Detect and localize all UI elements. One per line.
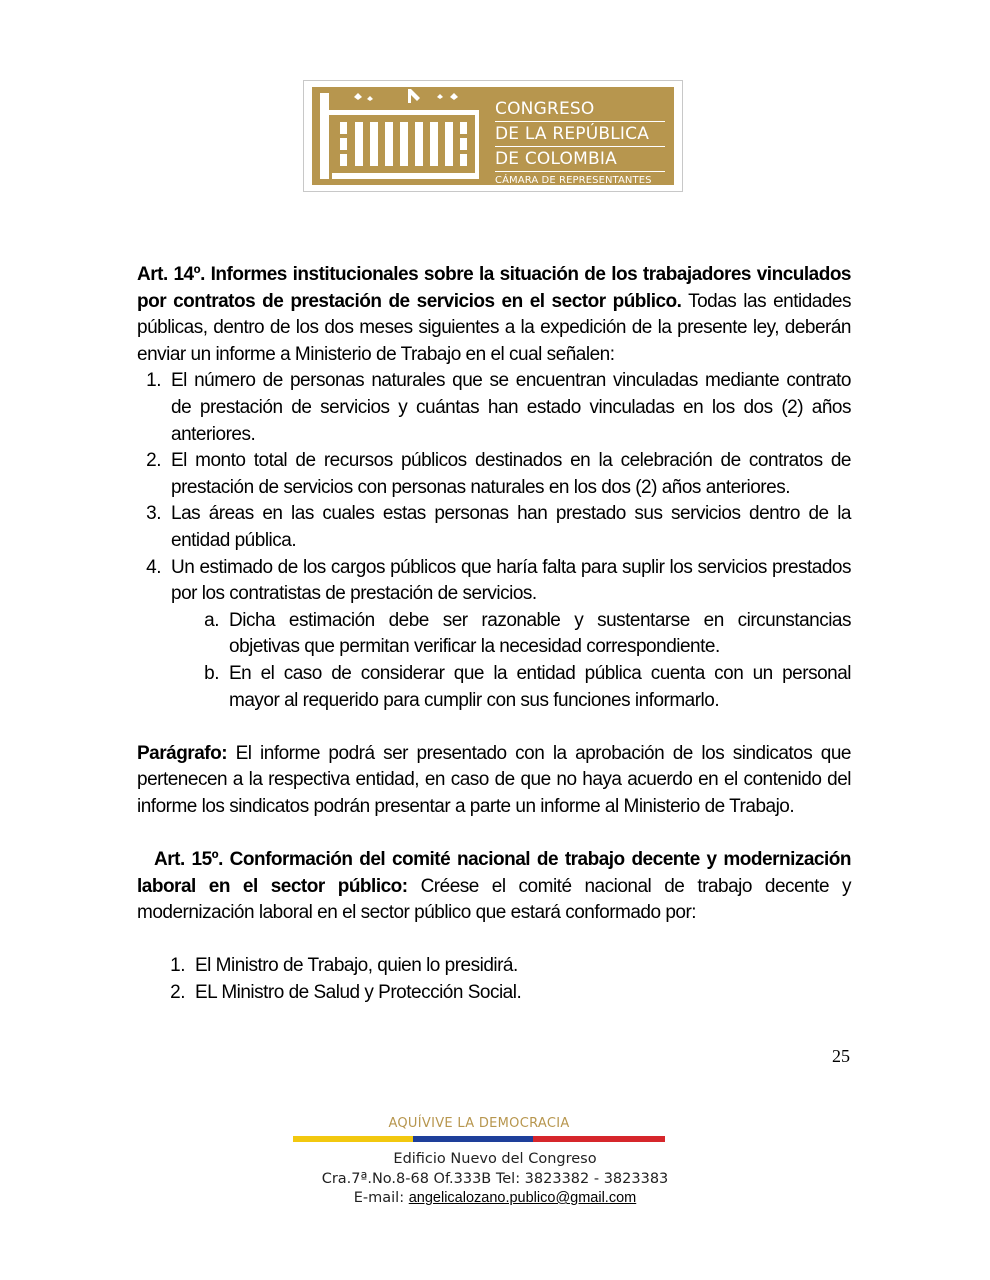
- footer-address: Cra.7ª.No.8-68 Of.333B Tel: 3823382 - 3823383: [321, 1170, 669, 1187]
- list-item-text: Un estimado de los cargos públicos que haría falta para suplir los servicios prestados por los contratistas de prestación de servicios.: [171, 556, 851, 605]
- art15-list: [137, 953, 851, 1006]
- list-item-text: El número de personas naturales que se encuentran vinculadas mediante contrato de prestación de servicios y cuántas han estado vinculadas en los dos (2) años anteriores.: [171, 370, 851, 445]
- sublist-item-text: En el caso de considerar que la entidad pública cuenta con un personal mayor al requerido para cumplir con sus funciones informarlo.: [229, 662, 851, 711]
- paragrafo-label: Parágrafo:: [137, 742, 228, 764]
- list-item: [137, 368, 851, 448]
- art15-paragraph: [137, 847, 851, 927]
- list-item: [137, 980, 851, 1007]
- footer-building: Edificio Nuevo del Congreso: [393, 1151, 597, 1167]
- capitol-building-icon: [312, 87, 487, 185]
- list-item-number: 1.: [170, 955, 185, 977]
- list-item-number: 2.: [146, 450, 161, 472]
- list-item-text: EL Ministro de Salud y Protección Social.: [195, 982, 522, 1004]
- flag-red: [533, 1136, 665, 1142]
- list-item: [137, 555, 851, 715]
- art14-title: Art. 14º. Informes institucionales sobre la situación de los trabajadores vinculados por contratos de prestación de servicios en el sector público.: [137, 264, 851, 312]
- sublist-item-letter: a.: [204, 609, 219, 631]
- list-item: [137, 953, 851, 980]
- logo-text: [495, 97, 665, 190]
- paragrafo-paragraph: [137, 741, 851, 821]
- list-item-text: Las áreas en las cuales estas personas han prestado sus servicios dentro de la entidad pública.: [171, 503, 851, 551]
- art15-title: Art. 15º. Conformación del comité nacional de trabajo decente y modernización laboral en el sector público:: [137, 849, 851, 897]
- logo-line-2: DE LA REPÚBLICA: [495, 122, 665, 147]
- flag-blue: [413, 1136, 543, 1142]
- list-item-text: El Ministro de Trabajo, quien lo presidirá.: [195, 955, 518, 977]
- document-body: [137, 262, 851, 1007]
- logo-line-1: CONGRESO: [495, 97, 665, 122]
- footer-email-label: E-mail:: [353, 1190, 409, 1206]
- page-number: 25: [832, 1046, 850, 1066]
- sublist-item-text: Dicha estimación debe ser razonable y sustentarse en circunstancias objetivas que permitan verificar la necesidad correspondiente.: [229, 609, 851, 658]
- footer-email-line: [280, 1189, 710, 1209]
- sublist-item: [137, 608, 851, 661]
- paragrafo-text: El informe podrá ser presentado con la aprobación de los sindicatos que pertenecen a la respectiva entidad, en caso de que no haya acuerdo en el contenido del informe los sindicatos podrán presentar a parte un informe al Ministerio de Trabajo.: [137, 742, 851, 817]
- list-item-number: 4.: [146, 556, 161, 578]
- art14-list: [137, 368, 851, 714]
- footer-slogan: AQUÍVIVE LA DEMOCRACIA: [388, 1116, 570, 1131]
- list-item-number: 3.: [146, 503, 161, 525]
- art14-sublist: [137, 608, 851, 714]
- list-item-number: 1.: [146, 370, 161, 392]
- sublist-item-letter: b.: [204, 662, 219, 684]
- list-item-number: 2.: [170, 982, 185, 1004]
- list-item: [137, 501, 851, 554]
- logo-subtitle: CÁMARA DE REPRESENTANTES: [495, 175, 652, 186]
- list-item-text: El monto total de recursos públicos destinados en la celebración de contratos de prestación de servicios con personas naturales en los dos (2) años anteriores.: [171, 450, 851, 498]
- list-item: [137, 448, 851, 501]
- congress-logo: [303, 80, 683, 192]
- art14-intro: Todas las entidades públicas, dentro de los dos meses siguientes a la expedición de la presente ley, deberán enviar un informe a Ministerio de Trabajo en el cual señalen:: [137, 290, 851, 365]
- logo-badge: [312, 87, 674, 185]
- colombia-flag-stripe: [293, 1136, 665, 1144]
- logo-line-3: DE COLOMBIA: [495, 147, 665, 172]
- sublist-item: [137, 661, 851, 714]
- email-link[interactable]: angelicalozano.publico@gmail.com: [408, 1190, 637, 1206]
- flag-yellow: [293, 1136, 423, 1142]
- art15-intro: Créese el comité nacional de trabajo decente y modernización laboral en el sector público que estará conformado por:: [137, 875, 851, 924]
- art14-paragraph: [137, 262, 851, 368]
- footer-contact: [280, 1150, 710, 1209]
